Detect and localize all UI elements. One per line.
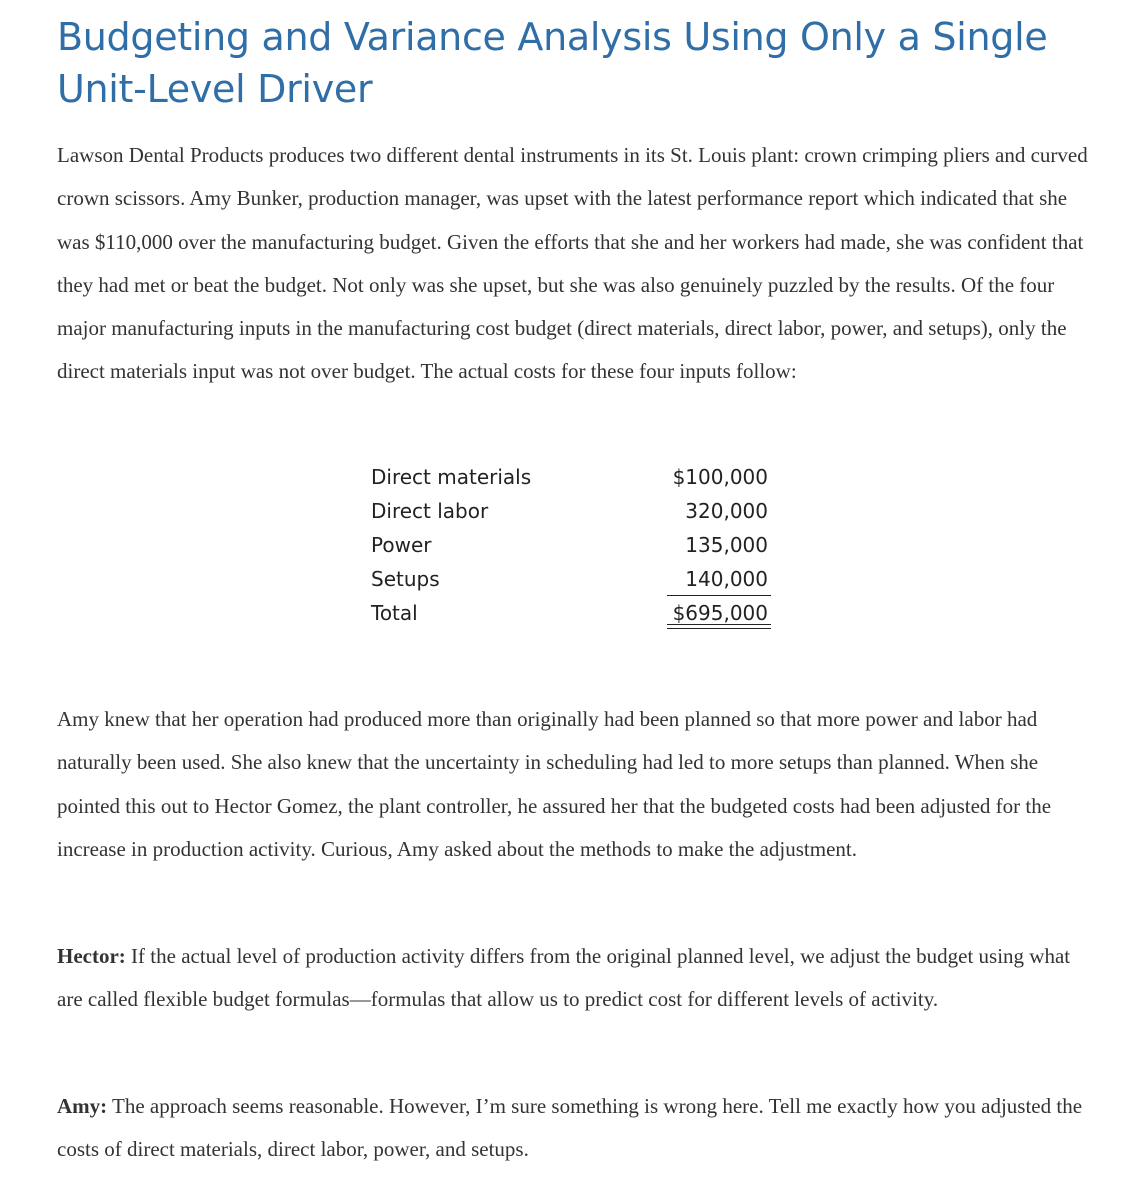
intro-paragraph: Lawson Dental Products produces two different dental instruments in its St. Louis plant: crown crimping pliers and curved crown scissors. Amy Bunker, production manager, was upset with the latest performance report which indicated that she was $110,000 over the manufacturing budget. Given the efforts that she and her workers had made, she was confident that they had met or beat the budget. Not only was she upset, but she was also genuinely puzzled by the results. Of the four major manufacturing inputs in the manufacturing cost budget (direct materials, direct labor, power, and setups), only the direct materials input was not over budget. The actual costs for these four inputs follow: [57, 143, 1088, 384]
row-label-setups: Setups [371, 567, 440, 591]
subtotal-rule [667, 595, 771, 596]
dialogue-amy-text: The approach seems reasonable. However, I’m sure something is wrong here. Tell me exactly how you adjusted the costs of direct materials, direct labor, power, and setups. [57, 1094, 1083, 1162]
row-value-direct-materials: $100,000 [672, 465, 768, 489]
table-row [371, 562, 771, 596]
dialogue-amy [57, 1085, 1097, 1172]
document-page [57, 0, 1097, 1162]
context-paragraph: Amy knew that her operation had produced more than originally had been planned so that more power and labor had naturally been used. She also knew that the uncertainty in scheduling had led to more setups than planned. When she pointed this out to Hector Gomez, the plant controller, he assured her that the budgeted costs had been adjusted for the increase in production activity. Curious, Amy asked about the methods to make the adjustment. [57, 707, 1052, 861]
row-label-direct-labor: Direct labor [371, 499, 489, 523]
speaker-amy: Amy: [57, 1094, 108, 1118]
row-label-power: Power [371, 533, 432, 557]
speaker-hector: Hector: [57, 944, 126, 968]
total-double-rule [667, 624, 771, 629]
page-title: Budgeting and Variance Analysis Using Only a Single Unit-Level Driver [57, 15, 1048, 111]
row-value-total: $695,000 [672, 601, 768, 625]
row-label-total: Total [371, 601, 418, 625]
row-value-direct-labor: 320,000 [685, 499, 768, 523]
row-value-setups: 140,000 [685, 567, 768, 591]
table-row [371, 460, 771, 494]
dialogue-hector-text: If the actual level of production activity differs from the original planned level, we adjust the budget using what are called flexible budget formulas—formulas that allow us to predict cost for different levels of activity. [57, 944, 1071, 1012]
table-row [371, 494, 771, 528]
dialogue-hector [57, 935, 1097, 1022]
row-label-direct-materials: Direct materials [371, 465, 532, 489]
table-row [371, 528, 771, 562]
row-value-power: 135,000 [685, 533, 768, 557]
actual-costs-table [371, 460, 771, 630]
